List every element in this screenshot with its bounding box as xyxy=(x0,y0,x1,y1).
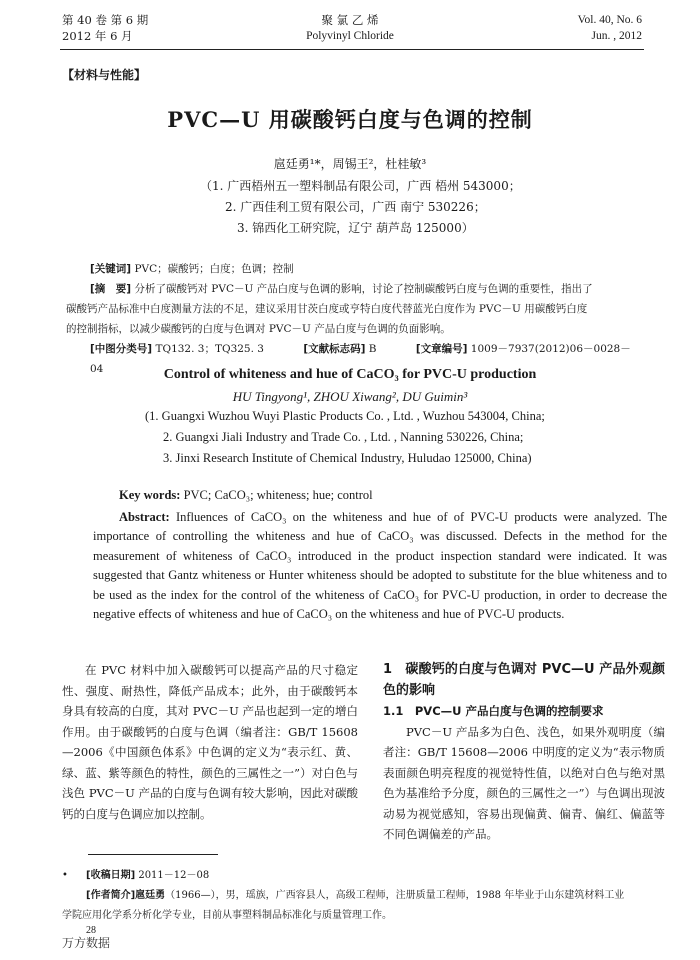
header-journal-cn: 聚 氯 乙 烯 xyxy=(321,13,379,27)
abstract-cn xyxy=(90,279,650,299)
authors-cn: 扈廷勇¹*，周锡王²，杜桂敏³ xyxy=(273,157,427,171)
author-bio-line1: （1966—），男，瑶族，广西容县人，高级工程师，注册质量工程师，1988 年毕业于山东建筑材料工业 xyxy=(165,890,625,901)
bullet-icon: • xyxy=(62,870,68,881)
header-date-en: Jun. , 2012 xyxy=(591,30,642,42)
affiliations-en xyxy=(145,406,545,469)
clc-value: TQ132. 3；TQ325. 3 xyxy=(155,343,264,355)
affiliation-en-1: (1. Guangxi Wuzhou Wuyi Plastic Products Co. , Ltd. , Wuzhou 543004, China; xyxy=(145,409,545,423)
header-volume-cn: 第 40 卷 第 6 期 xyxy=(62,13,149,27)
authors-en: HU Tingyong¹, ZHOU Xiwang², DU Guimin³ xyxy=(232,389,468,404)
affiliation-cn-1: （1. 广西梧州五一塑料制品有限公司，广西 梧州 543000； xyxy=(200,179,521,193)
abstract-cn-label: [摘 要] xyxy=(90,283,132,295)
keywords-en-label: Key words: xyxy=(119,488,181,502)
footnote-divider xyxy=(88,854,218,855)
cn-abstract-block xyxy=(66,259,650,379)
page-number: 28 xyxy=(86,925,96,936)
section-heading-1-1: 1.1 PVC—U 产品白度与色调的控制要求 xyxy=(383,704,604,718)
header-divider xyxy=(60,49,644,50)
section-heading-1: 1 碳酸钙的白度与色调对 PVC—U 产品外观颜色的影响 xyxy=(383,662,665,698)
footnote-received xyxy=(62,866,670,886)
author-name: 扈廷勇 xyxy=(135,890,166,901)
keywords-cn-text: PVC；碳酸钙；白度；色调；控制 xyxy=(134,263,294,275)
abstract-en xyxy=(93,508,667,625)
author-bio-line2: 学院应用化学系分析化学专业，目前从事塑料制品标准化与质量管理工作。 xyxy=(62,910,392,921)
abstract-en-label: Abstract: xyxy=(119,509,170,524)
title-cn: PVC—U 用碳酸钙白度与色调的控制 xyxy=(167,107,533,132)
header-volume-en: Vol. 40, No. 6 xyxy=(577,14,642,26)
received-label: [收稿日期] xyxy=(86,870,136,881)
watermark: 万方数据 xyxy=(62,936,111,950)
keywords-cn-label: [关键词] xyxy=(90,263,132,275)
article-number-value: 1009－7937(2012)06－0028－04 xyxy=(90,343,631,375)
body-column-right xyxy=(383,660,665,845)
abstract-cn-line2: 碳酸钙产品标准中白度测量方法的不足，建议采用甘茨白度或亨特白度代替蓝光白度作为 PVC－U 用碳酸钙白度 xyxy=(66,303,588,315)
doc-code-value: B xyxy=(368,343,377,355)
keywords-en-text: PVC; CaCO₃; whiteness; hue; control xyxy=(183,488,373,502)
body-paragraph: 在 PVC 材料中加入碳酸钙可以提高产品的尺寸稳定性、强度、耐热性，降低产品成本；此外，由于碳酸钙本身具有较高的白度，其对 PVC－U 产品也起到一定的增白作用。由于碳酸钙的白度与色调（编者注：GB/T 15608—2006《中国颜色体系》中色调的定义为“表示红、黄、绿、蓝、紫等颜色的特性，颜色的三属性之一”）对白色与浅色 PVC－U 产品的白度与色调有较大影响，因此对碳酸钙的白度与色调应加以控制。 xyxy=(62,663,358,821)
header-journal-en: Polyvinyl Chloride xyxy=(306,30,394,42)
keywords-en xyxy=(93,486,667,506)
body-paragraph: PVC－U 产品多为白色、浅色，如果外观明度（编者注：GB/T 15608—2006 中明度的定义为“表示物质表面颜色明亮程度的视觉特性值，以绝对白色与绝对黑色为基准给予分度，颜色的三属性之一”）与色调出现波动易为视觉感知，容易出现偏黄、偏青、偏红、偏蓝等不同色调偏差的产品。 xyxy=(383,724,665,841)
author-label: [作者简介] xyxy=(86,890,136,901)
affiliation-en-3: 3. Jinxi Research Institute of Chemical Industry, Huludao 125000, China) xyxy=(163,451,532,465)
received-value: 2011－12－08 xyxy=(138,870,210,881)
affiliation-cn-3: 3. 锦西化工研究院，辽宁 葫芦岛 125000） xyxy=(237,221,474,235)
affiliation-cn-2: 2. 广西佳利工贸有限公司，广西 南宁 530226； xyxy=(225,200,486,214)
affiliations-cn xyxy=(200,176,521,239)
doc-code-label: [文献标志码] xyxy=(303,343,366,355)
abstract-en-text: Influences of CaCO₃ on the whiteness and hue of of PVC-U products were analyzed. The importance of controlling the whiteness and hue of CaCO₃ was discussed. Defects in the method for the measurement of whiteness of CaCO₃ introduced in the product inspection standard were indicated. It was suggested that Gantz whiteness or Hunter whiteness should be adopted to substitute for the blue whiteness and to be used as the index for the control of the whiteness of CaCO₃ for PVC-U production, in order to decrease the negative effects of whiteness and hue of CaCO₃ on the whiteness and hue of PVC-U products. xyxy=(93,509,668,621)
footnote-author xyxy=(62,886,670,906)
header-issue-en xyxy=(578,12,642,44)
abstract-cn-line3: 的控制指标，以减少碳酸钙的白度与色调对 PVC－U 产品白度与色调的负面影响。 xyxy=(66,323,451,335)
clc-label: [中图分类号] xyxy=(90,343,153,355)
abstract-cn-line1: 分析了碳酸钙对 PVC－U 产品白度与色调的影响，讨论了控制碳酸钙白度与色调的重要性，指出了 xyxy=(134,283,593,295)
footnotes xyxy=(62,866,670,926)
header-journal xyxy=(250,12,450,44)
header-issue xyxy=(62,12,148,44)
keywords-cn xyxy=(90,259,650,279)
section-tag: 【材料与性能】 xyxy=(62,68,147,82)
body-column-left xyxy=(62,660,358,824)
article-number-label: [文章编号] xyxy=(415,343,468,355)
title-en: Control of whiteness and hue of CaCO₃ for PVC-U production xyxy=(163,367,537,382)
en-abstract-block xyxy=(93,486,667,625)
affiliation-en-2: 2. Guangxi Jiali Industry and Trade Co. , Ltd. , Nanning 530226, China; xyxy=(163,430,524,444)
header-date-cn: 2012 年 6 月 xyxy=(62,29,133,43)
